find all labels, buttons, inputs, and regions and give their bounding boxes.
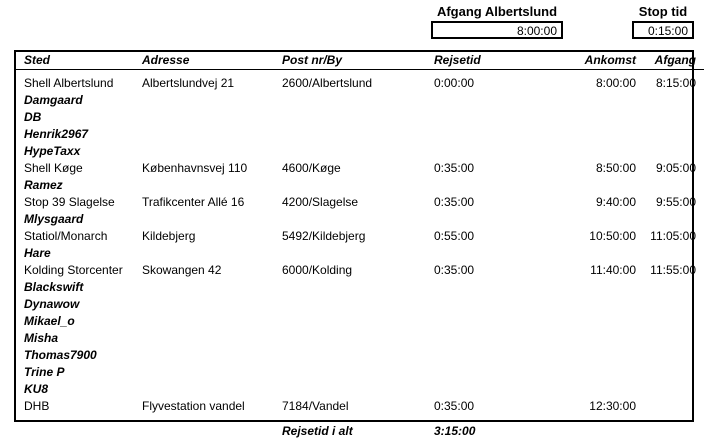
- empty-cell: [142, 364, 704, 381]
- cell-postnr: 2600/Albertslund: [282, 70, 434, 93]
- column-header-postnr: Post nr/By: [282, 52, 434, 70]
- passenger-name: Ramez: [16, 177, 142, 194]
- column-header-afgang: Afgang: [636, 52, 704, 70]
- passenger-name: Damgaard: [16, 92, 142, 109]
- passenger-name: Dynawow: [16, 296, 142, 313]
- cell-rejsetid: 0:35:00: [434, 194, 550, 211]
- header-area: [0, 0, 708, 46]
- column-header-adresse: Adresse: [142, 52, 282, 70]
- total-label: Rejsetid i alt: [282, 423, 434, 440]
- empty-cell: [142, 109, 704, 126]
- table-header-row: [16, 52, 704, 70]
- empty-cell: [142, 423, 282, 440]
- empty-cell: [142, 92, 704, 109]
- passenger-name: Blackswift: [16, 279, 142, 296]
- passenger-row: [16, 126, 704, 143]
- passenger-name: Mlysgaard: [16, 211, 142, 228]
- cell-rejsetid: 0:00:00: [434, 70, 550, 93]
- empty-cell: [142, 381, 704, 398]
- table-row: [16, 398, 704, 415]
- passenger-name: Trine P: [16, 364, 142, 381]
- cell-ankomst: 8:50:00: [550, 160, 636, 177]
- empty-cell: [550, 423, 636, 440]
- passenger-row: [16, 92, 704, 109]
- cell-sted: Statiol/Monarch: [16, 228, 142, 245]
- passenger-row: [16, 330, 704, 347]
- cell-postnr: 5492/Kildebjerg: [282, 228, 434, 245]
- cell-adresse: Kildebjerg: [142, 228, 282, 245]
- cell-afgang: 9:05:00: [636, 160, 704, 177]
- empty-cell: [142, 279, 704, 296]
- passenger-name: DB: [16, 109, 142, 126]
- cell-adresse: Skowangen 42: [142, 262, 282, 279]
- empty-cell: [142, 245, 704, 262]
- spacer-row: [16, 415, 704, 423]
- table-row: [16, 262, 704, 279]
- column-header-sted: Sted: [16, 52, 142, 70]
- passenger-row: [16, 364, 704, 381]
- empty-cell: [142, 211, 704, 228]
- table-row: [16, 194, 704, 211]
- schedule-table: [16, 52, 704, 440]
- passenger-row: [16, 177, 704, 194]
- passenger-name: Thomas7900: [16, 347, 142, 364]
- stop-time-label: [632, 4, 694, 21]
- cell-ankomst: 11:40:00: [550, 262, 636, 279]
- cell-ankomst: 9:40:00: [550, 194, 636, 211]
- stop-time-field[interactable]: 0:15:00: [632, 21, 694, 39]
- empty-cell: [142, 177, 704, 194]
- empty-cell: [142, 330, 704, 347]
- total-row: [16, 423, 704, 440]
- cell-afgang: 9:55:00: [636, 194, 704, 211]
- cell-adresse: Albertslundvej 21: [142, 70, 282, 93]
- cell-adresse: Flyvestation vandel: [142, 398, 282, 415]
- passenger-row: [16, 279, 704, 296]
- passenger-name: Hare: [16, 245, 142, 262]
- cell-sted: Shell Albertslund: [16, 70, 142, 93]
- table-row: [16, 228, 704, 245]
- column-header-rejsetid: Rejsetid: [434, 52, 550, 70]
- empty-cell: [142, 126, 704, 143]
- departure-time-field[interactable]: 8:00:00: [431, 21, 563, 39]
- cell-ankomst: 12:30:00: [550, 398, 636, 415]
- passenger-name: Misha: [16, 330, 142, 347]
- departure-label: [431, 4, 563, 21]
- empty-cell: [16, 423, 142, 440]
- passenger-row: [16, 381, 704, 398]
- passenger-row: [16, 245, 704, 262]
- passenger-row: [16, 347, 704, 364]
- table-row: [16, 160, 704, 177]
- spacer-cell: [16, 415, 704, 423]
- cell-postnr: 7184/Vandel: [282, 398, 434, 415]
- passenger-row: [16, 313, 704, 330]
- cell-afgang: 11:55:00: [636, 262, 704, 279]
- empty-cell: [142, 313, 704, 330]
- passenger-name: HypeTaxx: [16, 143, 142, 160]
- cell-sted: DHB: [16, 398, 142, 415]
- cell-sted: Stop 39 Slagelse: [16, 194, 142, 211]
- stop-time-label-text: Stop tid: [639, 4, 687, 19]
- cell-afgang: 11:05:00: [636, 228, 704, 245]
- cell-rejsetid: 0:35:00: [434, 160, 550, 177]
- cell-rejsetid: 0:55:00: [434, 228, 550, 245]
- passenger-row: [16, 143, 704, 160]
- column-header-ankomst: Ankomst: [550, 52, 636, 70]
- departure-label-text: Afgang Albertslund: [437, 4, 557, 19]
- passenger-name: KU8: [16, 381, 142, 398]
- cell-adresse: Trafikcenter Allé 16: [142, 194, 282, 211]
- table-row: [16, 70, 704, 93]
- stop-time-block: [632, 4, 694, 39]
- table-header: [16, 52, 704, 70]
- cell-postnr: 4200/Slagelse: [282, 194, 434, 211]
- cell-ankomst: 10:50:00: [550, 228, 636, 245]
- passenger-row: [16, 109, 704, 126]
- cell-postnr: 4600/Køge: [282, 160, 434, 177]
- empty-cell: [142, 143, 704, 160]
- passenger-name: Henrik2967: [16, 126, 142, 143]
- cell-adresse: Københavnsvej 110: [142, 160, 282, 177]
- passenger-row: [16, 296, 704, 313]
- cell-ankomst: 8:00:00: [550, 70, 636, 93]
- departure-block: [431, 4, 563, 39]
- cell-sted: Shell Køge: [16, 160, 142, 177]
- schedule-table-box: [14, 50, 694, 422]
- cell-afgang: 8:15:00: [636, 70, 704, 93]
- cell-rejsetid: 0:35:00: [434, 398, 550, 415]
- cell-sted: Kolding Storcenter: [16, 262, 142, 279]
- passenger-name: Mikael_o: [16, 313, 142, 330]
- empty-cell: [142, 347, 704, 364]
- empty-cell: [142, 296, 704, 313]
- passenger-row: [16, 211, 704, 228]
- table-body: [16, 70, 704, 440]
- cell-postnr: 6000/Kolding: [282, 262, 434, 279]
- cell-afgang: [636, 398, 704, 415]
- cell-rejsetid: 0:35:00: [434, 262, 550, 279]
- total-value: 3:15:00: [434, 423, 550, 440]
- empty-cell: [636, 423, 704, 440]
